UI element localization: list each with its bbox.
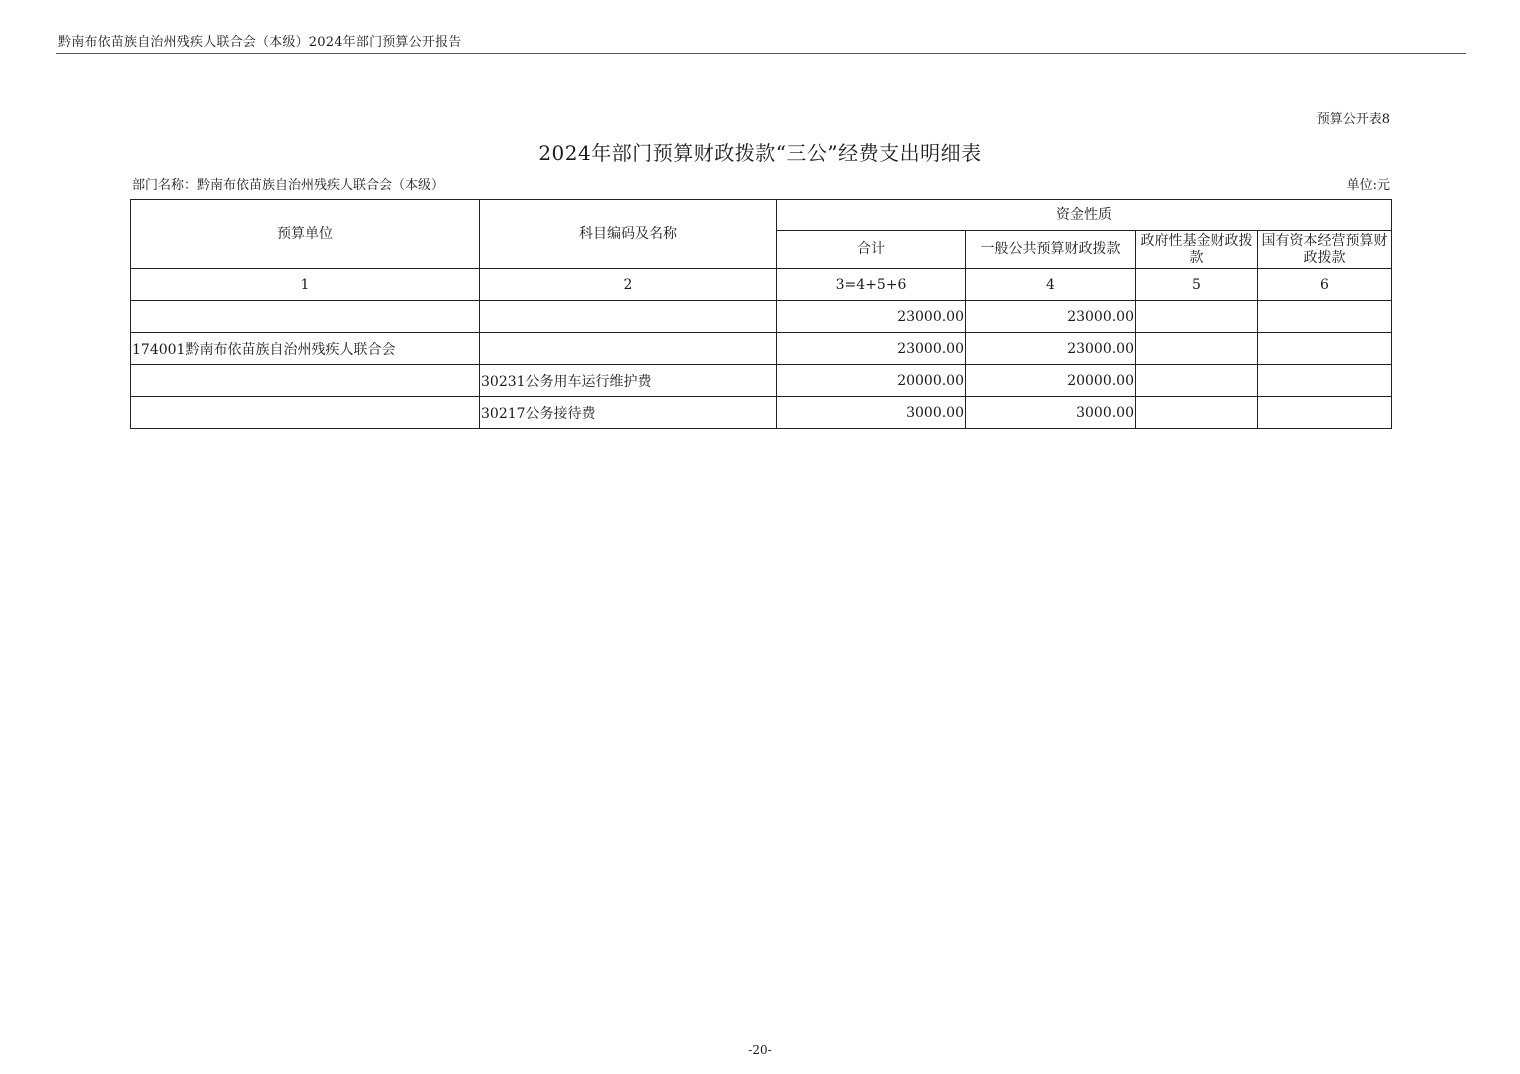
index-cell: 4: [966, 269, 1136, 301]
total-cell: 23000.00: [777, 301, 966, 333]
total-cell: 3000.00: [777, 397, 966, 429]
header-budget-unit: 预算单位: [131, 200, 480, 269]
header-rule: [56, 53, 1466, 54]
state-capital-cell: [1258, 397, 1392, 429]
subject-cell: [480, 333, 777, 365]
header-subject: 科目编码及名称: [480, 200, 777, 269]
unit-cell: [131, 301, 480, 333]
page-title: 2024年部门预算财政拨款“三公”经费支出明细表: [538, 141, 982, 165]
gov-fund-cell: [1136, 333, 1258, 365]
header-general-public: 一般公共预算财政拨款: [966, 231, 1136, 269]
unit-cell: 174001黔南布依苗族自治州残疾人联合会: [131, 333, 480, 365]
index-row: [131, 269, 1392, 301]
index-cell: 2: [480, 269, 777, 301]
state-capital-cell: [1258, 301, 1392, 333]
state-capital-cell: [1258, 365, 1392, 397]
page-number: -20-: [748, 1043, 772, 1057]
table-row: [131, 397, 1392, 429]
table-row: [131, 333, 1392, 365]
table-row: [131, 365, 1392, 397]
general-cell: 3000.00: [966, 397, 1136, 429]
subject-cell: 30231公务用车运行维护费: [480, 365, 777, 397]
index-cell: 3=4+5+6: [777, 269, 966, 301]
gov-fund-cell: [1136, 365, 1258, 397]
unit-label: 单位:元: [1346, 178, 1390, 193]
budget-table: [130, 199, 1392, 429]
gov-fund-cell: [1136, 397, 1258, 429]
total-cell: 23000.00: [777, 333, 966, 365]
gov-fund-cell: [1136, 301, 1258, 333]
table-row: [131, 301, 1392, 333]
form-number: 预算公开表8: [1316, 112, 1390, 127]
index-cell: 6: [1258, 269, 1392, 301]
header-state-capital: 国有资本经营预算财政拨款: [1258, 231, 1392, 269]
header-fund-nature: 资金性质: [777, 200, 1392, 231]
general-cell: 23000.00: [966, 301, 1136, 333]
general-cell: 23000.00: [966, 333, 1136, 365]
state-capital-cell: [1258, 333, 1392, 365]
index-cell: 5: [1136, 269, 1258, 301]
index-cell: 1: [131, 269, 480, 301]
department-name: 部门名称：黔南布依苗族自治州残疾人联合会（本级）: [132, 178, 445, 193]
running-header: 黔南布依苗族自治州残疾人联合会（本级）2024年部门预算公开报告: [58, 35, 462, 50]
unit-cell: [131, 365, 480, 397]
subject-cell: 30217公务接待费: [480, 397, 777, 429]
total-cell: 20000.00: [777, 365, 966, 397]
unit-cell: [131, 397, 480, 429]
header-gov-fund: 政府性基金财政拨款: [1136, 231, 1258, 269]
general-cell: 20000.00: [966, 365, 1136, 397]
subject-cell: [480, 301, 777, 333]
header-total: 合计: [777, 231, 966, 269]
